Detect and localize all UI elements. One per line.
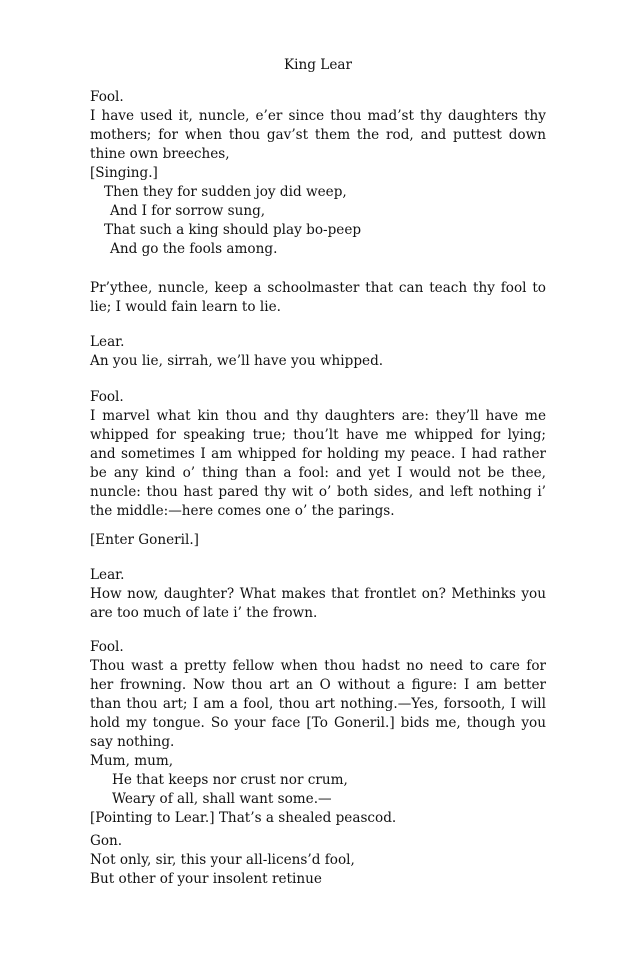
verse-line: He that keeps nor crust nor crum, — [112, 772, 348, 788]
speaker-name: Fool. — [90, 639, 124, 655]
stage-direction: [Enter Goneril.] — [90, 532, 199, 548]
speaker-name: Lear. — [90, 567, 125, 583]
speech-fool-3 — [90, 638, 546, 828]
speech-text: I marvel what kin thou and thy daughters are: they’ll have me whipped for speaking true; thou’lt have me whipped for lying; and sometimes I am whipped for holding my peace. I had rather be any kind o’ thing than a fool: and yet I would not be thee, nuncle: thou hast pared thy wit o’ both sides, and left nothing i’ the middle:—here comes one o’ the parings. — [90, 408, 546, 519]
stage-direction: [Singing.] — [90, 165, 158, 181]
song-line: And go the fools among. — [110, 241, 278, 257]
speaker-name: Gon. — [90, 833, 123, 849]
speech-text: Pr’ythee, nuncle, keep a schoolmaster that can teach thy fool to lie; I would fain learn to lie. — [90, 280, 546, 315]
song-line: That such a king should play bo-peep — [104, 222, 362, 238]
speech-text: An you lie, sirrah, we’ll have you whipped. — [90, 353, 384, 369]
verse-line: But other of your insolent retinue — [90, 871, 322, 887]
verse-line: Weary of all, shall want some.— — [112, 791, 332, 807]
speech-text: Thou wast a pretty fellow when thou hadst no need to care for her frowning. Now thou art an O without a figure: I am better than thou art; I am a fool, thou art nothing.—Yes, forsooth, I will hold my tongue. So your face [To Goneril.] bids me, though you say nothing. — [90, 658, 546, 750]
speech-fool-2 — [90, 388, 546, 521]
speech-fool-1-continued — [90, 279, 546, 317]
speech-text: I have used it, nuncle, e’er since thou mad’st thy daughters thy mothers; for when thou gav’st them the rod, and puttest down thine own breeches, — [90, 108, 546, 162]
stage-direction: [Pointing to Lear.] That’s a shealed peascod. — [90, 810, 397, 826]
speech-text: Mum, mum, — [90, 753, 174, 769]
speech-text: How now, daughter? What makes that frontlet on? Methinks you are too much of late i’ the frown. — [90, 586, 546, 621]
document-page — [90, 0, 546, 957]
speaker-name: Fool. — [90, 89, 124, 105]
song-line: Then they for sudden joy did weep, — [104, 184, 347, 200]
song-line: And I for sorrow sung, — [110, 203, 266, 219]
page-title: King Lear — [284, 57, 352, 73]
speech-goneril — [90, 832, 546, 889]
stage-direction-enter-goneril — [90, 531, 546, 550]
speaker-name: Fool. — [90, 389, 124, 405]
speech-lear-1 — [90, 333, 546, 371]
speaker-name: Lear. — [90, 334, 125, 350]
speech-fool-1 — [90, 88, 546, 259]
verse-line: Not only, sir, this your all-licens’d fool, — [90, 852, 355, 868]
speech-lear-2 — [90, 566, 546, 623]
